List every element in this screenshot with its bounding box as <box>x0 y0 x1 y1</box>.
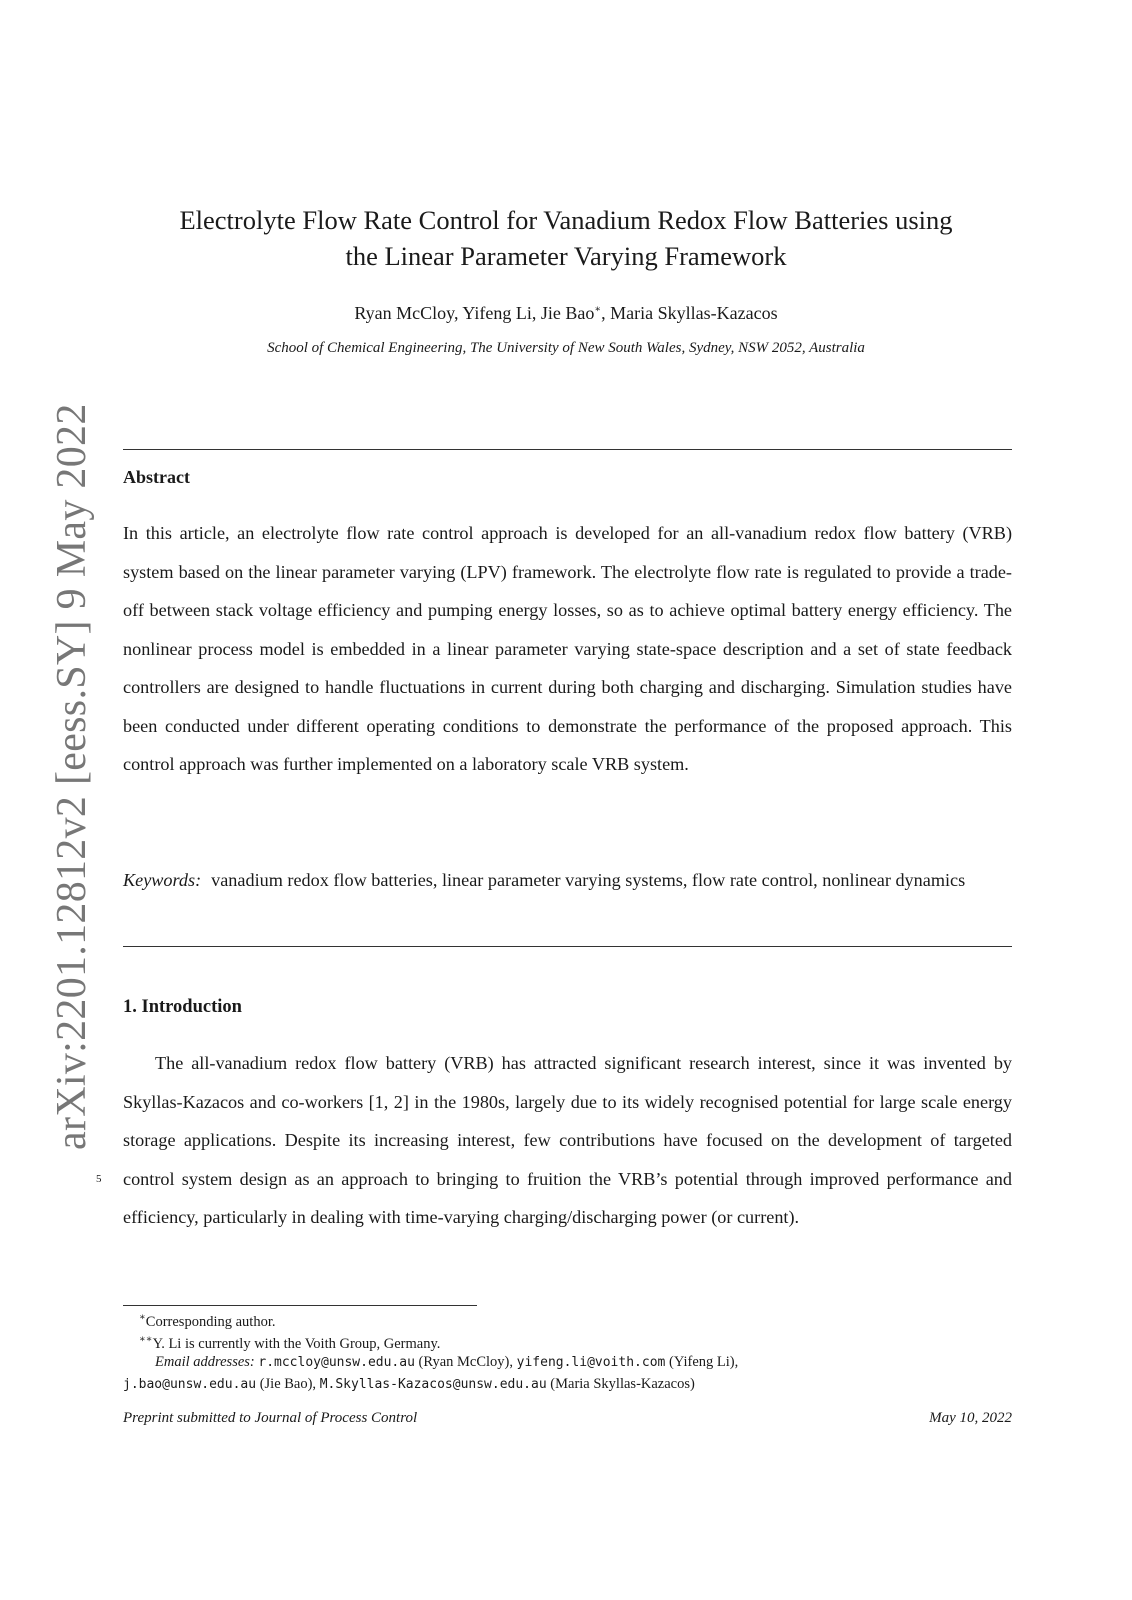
line-number: 5 <box>96 1173 102 1185</box>
author-mccloy: Ryan McCloy, <box>354 303 463 323</box>
author-bao: Jie Bao <box>540 303 595 323</box>
footnote-emails-continued: j.bao@unsw.edu.au (Jie Bao), M.Skyllas-Kazacos@unsw.edu.au (Maria Skyllas-Kazacos) <box>123 1376 695 1392</box>
footnote-corresponding: ∗Corresponding author. <box>139 1312 276 1330</box>
footnote-affiliation-change: ∗∗Y. Li is currently with the Voith Group, Germany. <box>139 1334 441 1352</box>
paper-title <box>120 202 1012 274</box>
footnote-emails: Email addresses: r.mccloy@unsw.edu.au (Ryan McCloy), yifeng.li@voith.com (Yifeng Li), <box>155 1354 739 1370</box>
title-line-2: the Linear Parameter Varying Framework <box>345 241 787 271</box>
keywords-text: vanadium redox flow batteries, linear parameter varying systems, flow rate control, nonlinear dynamics <box>211 870 966 890</box>
email-link-bao[interactable]: j.bao@unsw.edu.au <box>123 1377 257 1392</box>
abstract-heading: Abstract <box>123 467 190 487</box>
email-link-skyllas-kazacos[interactable]: M.Skyllas-Kazacos@unsw.edu.au <box>319 1377 547 1392</box>
keywords-label: Keywords: <box>123 870 202 890</box>
abstract-top-rule <box>123 449 1012 450</box>
email-link-li[interactable]: yifeng.li@voith.com <box>516 1355 666 1370</box>
abstract-bottom-rule <box>123 946 1012 947</box>
author-list <box>120 303 1012 324</box>
corresponding-mark: ∗ <box>594 304 602 315</box>
author-li: Yifeng Li, <box>462 303 541 323</box>
footnote-rule <box>123 1305 477 1306</box>
arxiv-identifier: arXiv:2201.12812v2 [eess.SY] 9 May 2022 <box>49 403 95 1150</box>
introduction-paragraph: The all-vanadium redox flow battery (VRB) has attracted significant research interest, since it was invented by Skyllas-Kazacos and co-workers [1, 2] in the 1980s, largely due to its widely recognised potential for large scale energy storage applications. Despite its increasing interest, few contributions have focused on the development of targeted control system design as an approach to bringing to fruition the VRB’s potential through improved performance and efficiency, particularly in dealing with time-varying charging/discharging power (or current). <box>123 1053 1012 1227</box>
affiliation: School of Chemical Engineering, The University of New South Wales, Sydney, NSW 2052, Australia <box>267 340 865 356</box>
email-link-mccloy[interactable]: r.mccloy@unsw.edu.au <box>258 1355 415 1370</box>
footer-date: May 10, 2022 <box>929 1410 1012 1426</box>
author-skyllas-kazacos: , Maria Skyllas-Kazacos <box>601 303 778 323</box>
footer-journal: Preprint submitted to Journal of Process Control <box>123 1410 418 1426</box>
title-line-1: Electrolyte Flow Rate Control for Vanadium Redox Flow Batteries using <box>179 205 953 235</box>
keywords <box>123 861 1012 900</box>
abstract-text: In this article, an electrolyte flow rate control approach is developed for an all-vanadium redox flow battery (VRB) system based on the linear parameter varying (LPV) framework. The electrolyte flow rate is regulated to provide a trade-off between stack voltage efficiency and pumping energy losses, so as to achieve optimal battery energy efficiency. The nonlinear process model is embedded in a linear parameter varying state-space description and a set of state feedback controllers are designed to handle fluctuations in current during both charging and discharging. Simulation studies have been conducted under different operating conditions to demonstrate the performance of the proposed approach. This control approach was further implemented on a laboratory scale VRB system. <box>123 523 1012 774</box>
section-heading-introduction: 1. Introduction <box>123 997 242 1017</box>
email-label: Email addresses: <box>155 1354 255 1370</box>
